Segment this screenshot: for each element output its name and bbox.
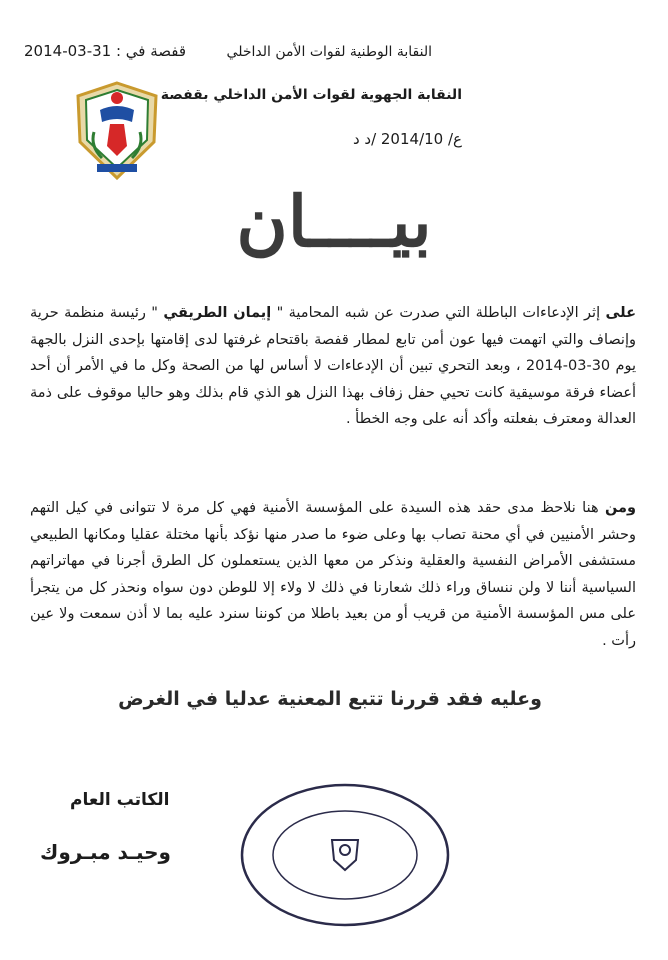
union-emblem-logo [72,80,162,180]
place-date: قفصة في : 31-03-2014 [24,42,187,60]
accused-name: إيمان الطريقي [163,305,272,321]
paragraph-1-rest: " رئيسة منظمة حرية وإنصاف والتي اتهمت فيها عون أمن تابع لمطار قفصة باقتحام غرفتها لدى إقامتها بإحدى النزل بالجهة يوم 30-03-2014 ، وبعد التحري تبين أن الإدعاءات لا أساس لها من الصحة وكل ما في الأمر أن أحد أعضاء فرقة موسيقية كانت تحيي حفل زفاف بهذا النزل هو الذي قام بذلك وهو حاليا موقوف على ذمة العدالة ومعترف بفعلته وأكد أنه على وجه الخطأ . [30,305,636,427]
document-title: بيــــان [236,180,432,263]
paragraph-2-text: هنا نلاحظ مدى حقد هذه السيدة على المؤسسة الأمنية فهي كل مرة لا تتوانى في كيل التهم وحشر الأمنيين في أي محنة تصاب بها وعلى ضوء ما صدر منها نؤكد بأنها مختلة عقليا ومكانها الطبيعي مستشفى الأمراض النفسية والعقلية ونذكر من معها الذين يستعملون كل الطرق أجرنا في مهاتراتهم السياسية أننا لا ولن ننساق وراء ذلك شعارنا في ذلك لا ولاء إلا للوطن دون سواه ونحذر كل من يتجرأ على مس المؤسسة الأمنية من قريب أو من بعيد باطلا من كوننا سنرد عليه بما لا أذن سمعت ولا عين رأت . [30,500,636,649]
signatory-title: الكاتب العام [70,790,170,810]
signatory-name: وحيـد مبـروك [40,840,171,864]
org-regional-name: النقابة الجهوية لقوات الأمن الداخلي بقفصة [160,87,462,103]
paragraph-2-lead: ومن [604,500,636,516]
official-stamp [238,780,453,930]
reference-number: ع/ 2014/10 /د د [352,130,462,148]
org-national-name: النقابة الوطنية لقوات الأمن الداخلي [226,44,432,60]
statement-paragraph-1 [30,300,636,433]
paragraph-1-lead: على [605,305,636,321]
statement-paragraph-2 [30,495,636,654]
paragraph-1-text: إثر الإدعاءات الباطلة التي صدرت عن شبه المحامية " [271,305,606,321]
conclusion-line: وعليه فقد قررنا تتبع المعنية عدليا في الغرض [118,688,542,710]
